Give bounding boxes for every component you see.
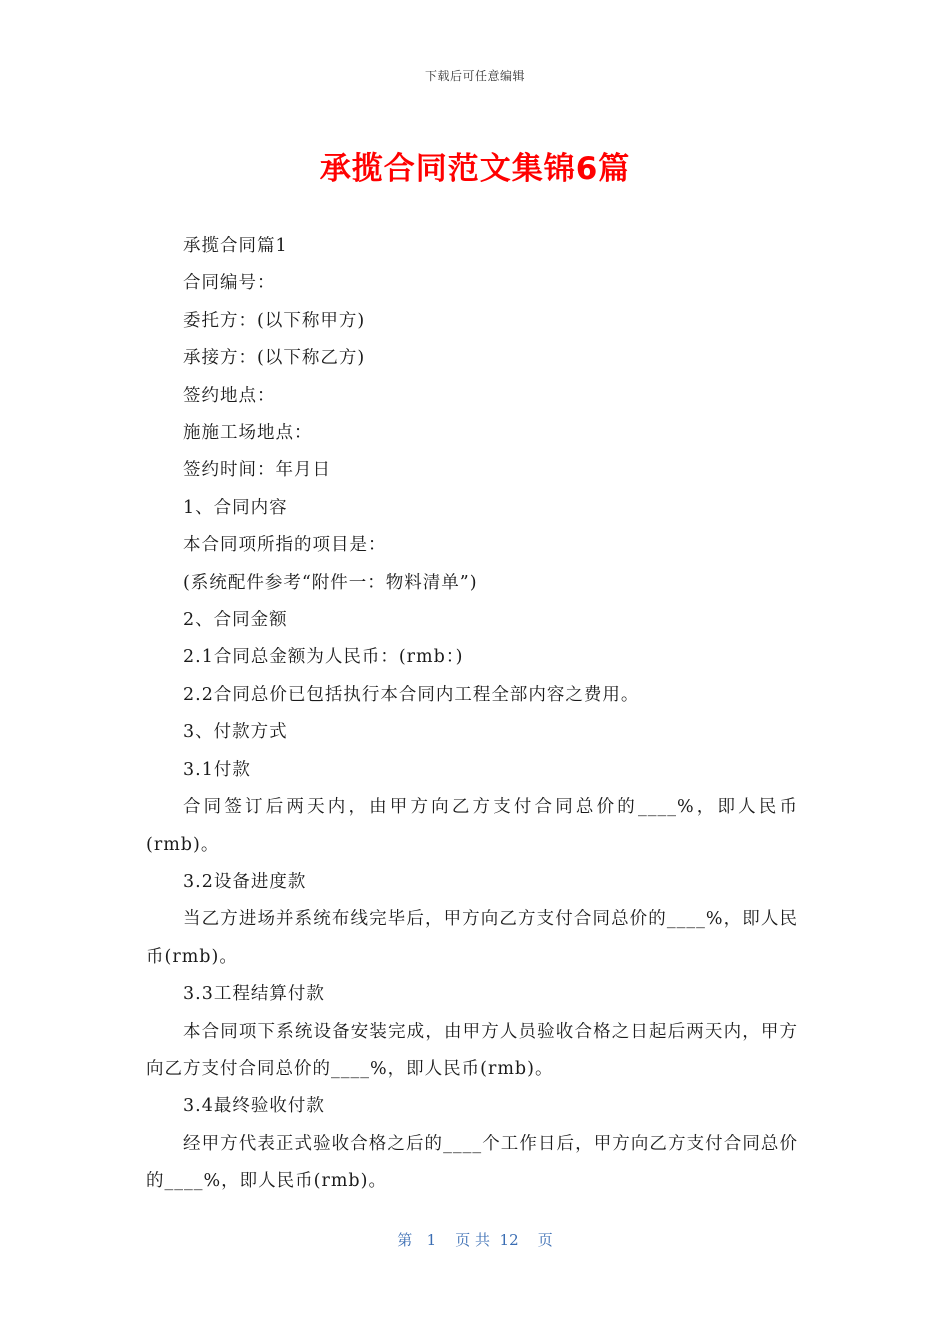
paragraph-heading-advance: 3.1付款 (183, 759, 251, 780)
paragraph-work-site: 施施工场地点： (183, 423, 313, 444)
paragraph-party-a: 委托方：(以下称甲方) (183, 310, 366, 331)
paragraph-advance-terms: 合同签订后两天内，由甲方向乙方支付合同总价的____%，即人民币(rmb)。 (146, 797, 798, 855)
current-page-number: 1 (426, 1231, 437, 1249)
page-header-note: 下载后可任意编辑 (424, 69, 525, 83)
paragraph-heading-final: 3.4最终验收付款 (183, 1096, 325, 1117)
paragraph-total-amount: 2.1合同总金额为人民币：(rmb：) (183, 647, 464, 668)
paragraph-party-b: 承接方：(以下称乙方) (183, 348, 366, 369)
paragraph-amount-scope: 2.2合同总价已包括执行本合同内工程全部内容之费用。 (183, 684, 640, 705)
document-title: 承揽合同范文集锦6篇 (319, 151, 631, 187)
paragraph-heading-amount: 2、合同金额 (183, 610, 288, 631)
page-footer (0, 1229, 950, 1250)
paragraph-contract-number: 合同编号： (183, 273, 276, 294)
paragraph-heading-content: 1、合同内容 (183, 497, 288, 518)
paragraph-final-terms: 经甲方代表正式验收合格之后的____个工作日后，甲方向乙方支付合同总价的____%，即人民币(rmb)。 (146, 1133, 798, 1192)
page-label-middle: 页 共 (455, 1231, 490, 1249)
paragraph-settlement-terms: 本合同项下系统设备安装完成，由甲方人员验收合格之日起后两天内，甲方向乙方支付合同总价的____%，即人民币(rmb)。 (146, 1021, 798, 1079)
paragraph-project-scope: 本合同项所指的项目是： (183, 535, 387, 556)
paragraph-attachment-note: (系统配件参考“附件一：物料清单”) (183, 572, 478, 593)
page-label-prefix: 第 (397, 1231, 413, 1249)
total-pages-number: 12 (499, 1231, 519, 1249)
paragraph-section-heading: 承揽合同篇1 (183, 236, 288, 256)
paragraph-signing-place: 签约地点： (183, 385, 276, 406)
paragraph-heading-progress: 3.2设备进度款 (183, 871, 307, 892)
paragraph-heading-settlement: 3.3工程结算付款 (183, 984, 325, 1005)
paragraph-progress-terms: 当乙方进场并系统布线完毕后，甲方向乙方支付合同总价的____%，即人民币(rmb)。 (146, 909, 798, 967)
page-label-suffix: 页 (537, 1231, 553, 1249)
document-body (146, 228, 798, 1201)
paragraph-signing-date: 签约时间：年月日 (183, 460, 331, 481)
paragraph-heading-payment: 3、付款方式 (183, 722, 288, 743)
